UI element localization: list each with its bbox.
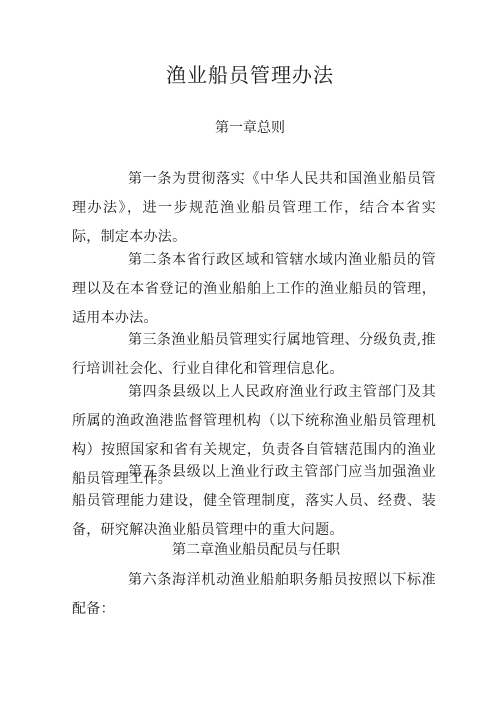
article-6: 第六条海洋机动渔业船舶职务船员按照以下标准配备： (72, 572, 436, 617)
document-title: 渔业船员管理办法 (166, 63, 334, 87)
article-4: 第四条县级以上人民政府渔业行政主管部门及其所属的渔政渔港监督管理机构（以下统称渔业船员管理机构）按照国家和省有关规定，负责各自管辖范围内的渔业船员管理工作。 (72, 384, 436, 487)
article-2: 第二条本省行政区域和管辖水域内渔业船员的管理以及在本省登记的渔业船舶上工作的渔业船员的管理，适用本办法。 (72, 252, 436, 326)
chapter-heading-2: 第二章渔业船员配员与任职 (172, 542, 340, 558)
article-1: 第一条为贯彻落实《中华人民共和国渔业船员管理办法》，进一步规范渔业船员管理工作，结合本省实际，制定本办法。 (72, 171, 436, 245)
article-5: 第五条县级以上渔业行政主管部门应当加强渔业船员管理能力建设，健全管理制度，落实人员、经费、装备，研究解决渔业船员管理中的重大问题。 (72, 464, 436, 538)
chapter-heading-1: 第一章总则 (215, 120, 285, 136)
article-3: 第三条渔业船员管理实行属地管理、分级负责,推行培训社会化、行业自律化和管理信息化。 (72, 332, 436, 377)
